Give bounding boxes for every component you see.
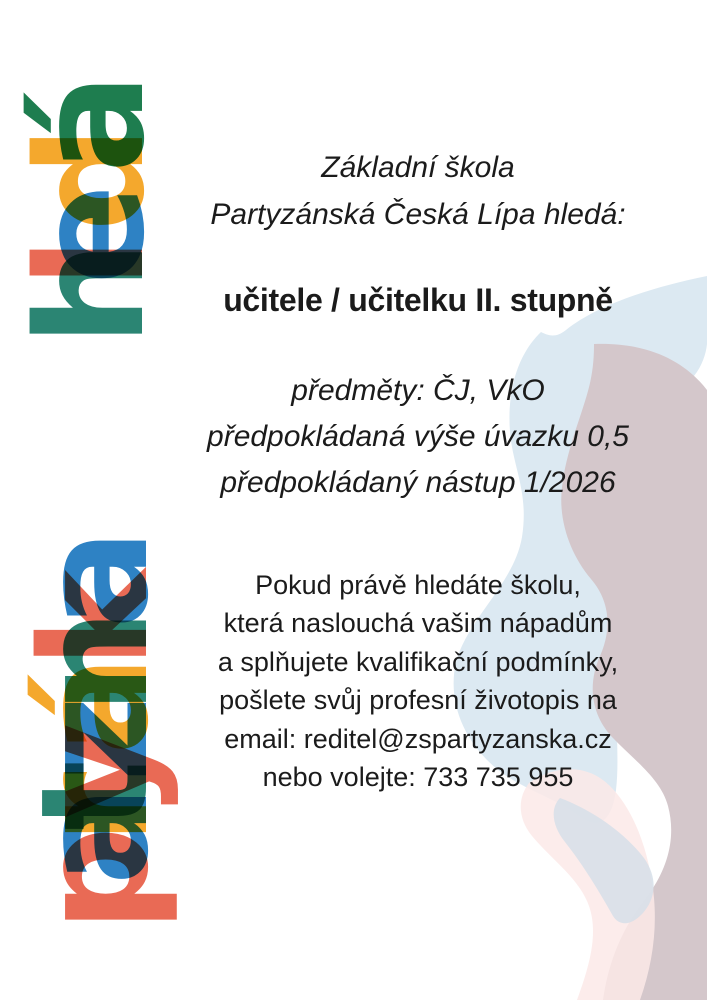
application-line-4: pošlete svůj profesní životopis na	[219, 685, 617, 716]
start-date-line: předpokládaný nástup 1/2026	[220, 466, 616, 499]
contact-phone-line: nebo volejte: 733 735 955	[262, 762, 574, 793]
wordmark-letter: p	[9, 885, 181, 932]
application-line-3: a splňujete kvalifikační podmínky,	[217, 646, 619, 677]
school-name-line: Základní škola	[321, 151, 515, 184]
wordmark-letter: l	[5, 284, 177, 288]
wordmark-letter: a	[9, 844, 181, 886]
wordmark-letter: t	[9, 819, 181, 831]
wordmark-letter: n	[9, 668, 181, 715]
wordmark-letter: h	[5, 287, 177, 346]
poster-text-column	[133, 0, 703, 1000]
wordmark-letter: r	[9, 830, 181, 845]
wordmark-letter: y	[9, 781, 181, 820]
subjects-line: předměty: ČJ, VkO	[291, 374, 545, 407]
application-text	[133, 566, 703, 796]
wordmark-letter: á	[5, 120, 177, 173]
application-line-1: Pokud právě hledáte školu,	[255, 570, 581, 600]
wordmark-letter: z	[9, 754, 181, 782]
application-line-2: která naslouchá vašim nápadům	[223, 608, 613, 639]
school-location-line: Partyzánská Česká Lípa hledá:	[210, 198, 626, 231]
wordmark-letter: k	[9, 628, 181, 669]
wordmark-letter: d	[5, 172, 177, 232]
wordmark-letter: a	[9, 588, 181, 629]
school-header	[133, 144, 703, 238]
wordmark-letter: e	[5, 231, 177, 285]
position-headline: učitele / učitelku II. stupně	[223, 282, 613, 318]
position-details	[133, 368, 703, 506]
workload-line: předpokládaná výše úvazku 0,5	[207, 420, 629, 453]
wordmark-letter: á	[9, 714, 181, 755]
contact-email-line: email: reditel@zspartyzanska.cz	[224, 723, 612, 754]
